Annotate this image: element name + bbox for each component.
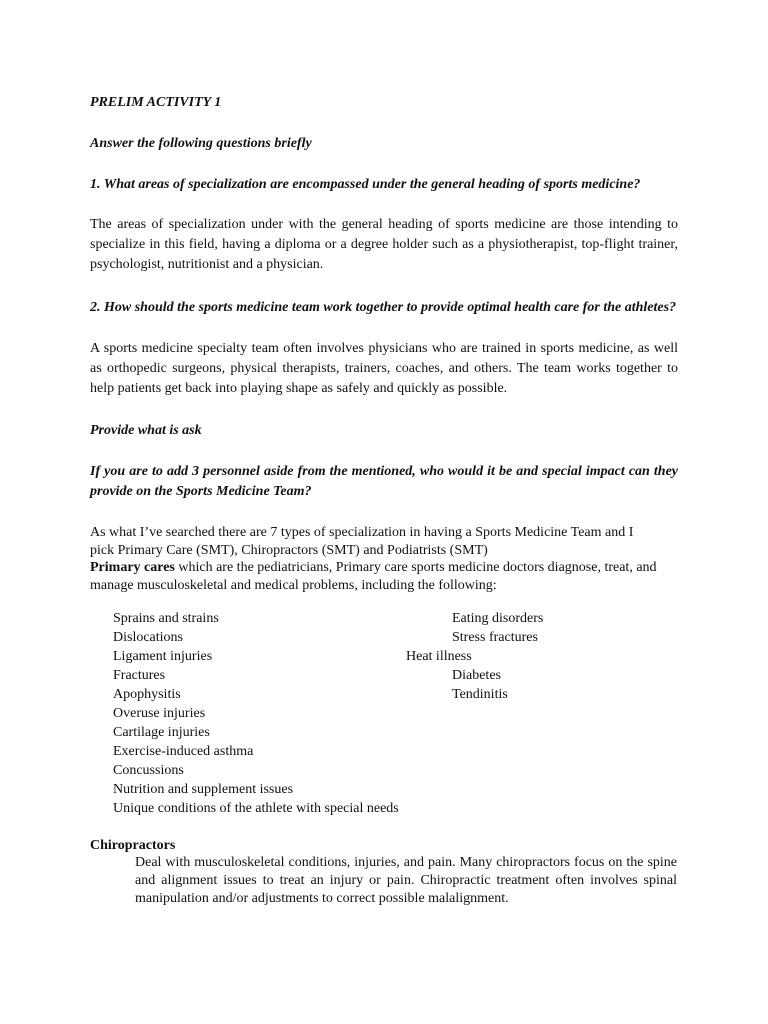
list-item: Fractures <box>113 668 166 683</box>
answer-1: The areas of specialization under with the general heading of sports medicine are those intending to specialize in this field, having a diploma or a degree holder such as a physiotherapist, top-flight trainer, psychologist, nutritionist and a physician. <box>90 217 678 272</box>
list-item: Concussions <box>113 763 184 778</box>
question-3: If you are to add 3 personnel aside from the mentioned, who would it be and special impact can they provide on the Sports Medicine Team? <box>90 464 678 499</box>
document-title: PRELIM ACTIVITY 1 <box>90 95 222 110</box>
question-1: 1. What areas of specialization are encompassed under the general heading of sports medicine? <box>90 177 641 192</box>
list-item: Tendinitis <box>452 687 508 702</box>
answer-2: A sports medicine specialty team often involves physicians who are trained in sports medicine, as well as orthopedic surgeons, physical therapists, trainers, coaches, and others. The team works together to help patients get back into playing shape as safely and quickly as possible. <box>90 341 678 396</box>
primary-care-label: Primary cares <box>90 560 175 575</box>
list-item: Overuse injuries <box>113 706 206 721</box>
list-item: Nutrition and supplement issues <box>113 782 294 797</box>
instruction-text: Answer the following questions briefly <box>90 136 312 151</box>
chiropractors-heading: Chiropractors <box>90 838 176 853</box>
list-item: Stress fractures <box>452 630 538 645</box>
list-item: Unique conditions of the athlete with special needs <box>113 801 399 816</box>
list-item: Heat illness <box>406 649 472 664</box>
primary-care-paragraph <box>90 559 680 595</box>
question-2: 2. How should the sports medicine team work together to provide optimal health care for the athletes? <box>90 300 677 315</box>
chiropractors-text: Deal with musculoskeletal conditions, injuries, and pain. Many chiropractors focus on the spine and alignment issues to treat an injury or pain. Chiropractic treatment often involves spinal manipulation and/or adjustments to correct possible malalignment. <box>135 855 677 906</box>
primary-care-text: which are the pediatricians, Primary care sports medicine doctors diagnose, treat, and manage musculoskeletal and medical problems, including the following: <box>90 560 657 593</box>
provide-heading: Provide what is ask <box>90 423 202 438</box>
intro-line-2: pick Primary Care (SMT), Chiropractors (SMT) and Podiatrists (SMT) <box>90 543 488 558</box>
list-item: Ligament injuries <box>113 649 213 664</box>
intro-line-1: As what I’ve searched there are 7 types of specialization in having a Sports Medicine Team and I <box>90 525 634 540</box>
list-item: Diabetes <box>452 668 501 683</box>
list-item: Dislocations <box>113 630 183 645</box>
conditions-list-right <box>406 609 544 704</box>
list-item: Apophysitis <box>113 687 181 702</box>
list-item: Cartilage injuries <box>113 725 210 740</box>
list-item: Sprains and strains <box>113 611 219 626</box>
list-item: Eating disorders <box>452 611 544 626</box>
list-item: Exercise-induced asthma <box>113 744 254 759</box>
conditions-list-left <box>113 609 399 818</box>
